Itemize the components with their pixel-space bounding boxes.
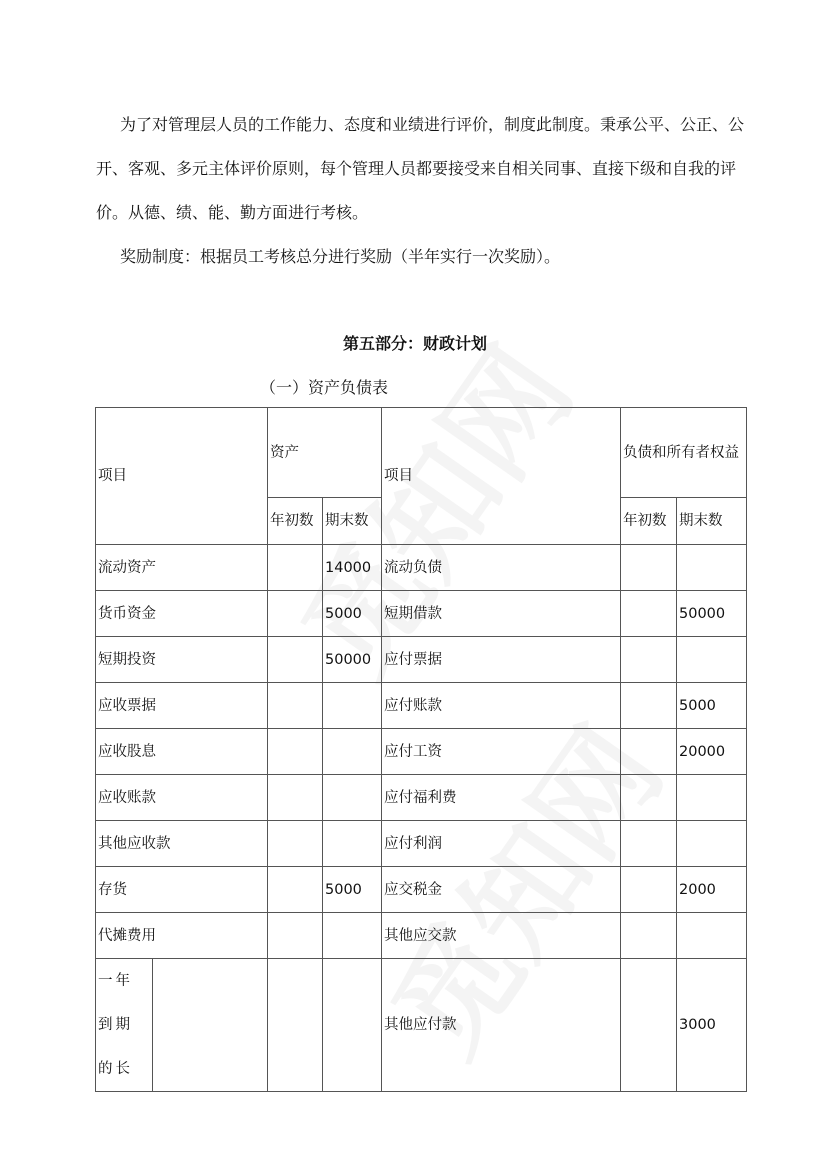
liability-end: 20000 xyxy=(677,729,747,775)
header-assets-begin: 年初数 xyxy=(268,498,323,545)
header-liab-end: 期末数 xyxy=(677,498,747,545)
liability-end xyxy=(677,821,747,867)
asset-begin xyxy=(268,775,323,821)
asset-end: 14000 xyxy=(323,545,382,591)
table-row xyxy=(96,545,747,591)
table-row xyxy=(96,591,747,637)
asset-begin xyxy=(268,683,323,729)
asset-end xyxy=(323,821,382,867)
liability-item: 应付账款 xyxy=(382,683,621,729)
asset-begin xyxy=(268,591,323,637)
table-row xyxy=(96,959,747,1092)
liability-begin xyxy=(621,867,677,913)
asset-item: 短期投资 xyxy=(96,637,268,683)
asset-begin xyxy=(268,729,323,775)
liability-item: 其他应付款 xyxy=(382,959,621,1092)
liability-end xyxy=(677,637,747,683)
empty-cell xyxy=(153,959,268,1092)
liability-item: 流动负债 xyxy=(382,545,621,591)
asset-end: 5000 xyxy=(323,591,382,637)
empty-cell xyxy=(268,959,323,1092)
liability-end: 3000 xyxy=(677,959,747,1092)
asset-begin xyxy=(268,637,323,683)
asset-begin xyxy=(268,867,323,913)
section-title: 第五部分：财政计划 xyxy=(342,334,487,353)
header-assets: 资产 xyxy=(268,408,382,498)
liability-end: 5000 xyxy=(677,683,747,729)
liability-item: 短期借款 xyxy=(382,591,621,637)
liability-item: 应交税金 xyxy=(382,867,621,913)
asset-end xyxy=(323,775,382,821)
liability-begin xyxy=(621,821,677,867)
liability-item: 应付票据 xyxy=(382,637,621,683)
paragraph-evaluation: 为了对管理层人员的工作能力、态度和业绩进行评价，制度此制度。秉承公平、公正、公开、客观、多元主体评价原则，每个管理人员都要接受来自相关同事、直接下级和自我的评价。从德、绩、能、勤方面进行考核。 xyxy=(96,115,745,222)
header-liabilities: 负债和所有者权益 xyxy=(621,408,747,498)
table-row xyxy=(96,637,747,683)
table-row xyxy=(96,775,747,821)
liability-begin xyxy=(621,729,677,775)
asset-item: 代摊费用 xyxy=(96,913,268,959)
balance-sheet-table xyxy=(95,407,747,1092)
liability-begin xyxy=(621,683,677,729)
table-row xyxy=(96,821,747,867)
liability-begin xyxy=(621,913,677,959)
table-title: （一）资产负债表 xyxy=(260,378,389,397)
asset-end xyxy=(323,683,382,729)
table-row xyxy=(96,913,747,959)
header-item-2: 项目 xyxy=(382,408,621,545)
asset-item: 应收票据 xyxy=(96,683,268,729)
liability-end: 2000 xyxy=(677,867,747,913)
header-assets-end: 期末数 xyxy=(323,498,382,545)
liability-end xyxy=(677,913,747,959)
table-row xyxy=(96,867,747,913)
liability-begin xyxy=(621,637,677,683)
asset-begin xyxy=(268,913,323,959)
asset-item: 存货 xyxy=(96,867,268,913)
liability-item: 其他应交款 xyxy=(382,913,621,959)
liability-end xyxy=(677,545,747,591)
liability-begin xyxy=(621,591,677,637)
intro-paragraph xyxy=(96,103,756,279)
header-item: 项目 xyxy=(96,408,268,545)
liability-end: 50000 xyxy=(677,591,747,637)
asset-item: 流动资产 xyxy=(96,545,268,591)
asset-end: 50000 xyxy=(323,637,382,683)
header-liab-begin: 年初数 xyxy=(621,498,677,545)
paragraph-reward: 奖励制度：根据员工考核总分进行奖励（半年实行一次奖励）。 xyxy=(120,247,561,266)
liability-begin xyxy=(621,775,677,821)
asset-item: 应收账款 xyxy=(96,775,268,821)
liability-item: 应付工资 xyxy=(382,729,621,775)
asset-begin xyxy=(268,545,323,591)
liability-item: 应付利润 xyxy=(382,821,621,867)
asset-end xyxy=(323,913,382,959)
empty-cell xyxy=(323,959,382,1092)
asset-item: 应收股息 xyxy=(96,729,268,775)
asset-item: 一年到期的长 xyxy=(96,959,153,1092)
liability-item: 应付福利费 xyxy=(382,775,621,821)
liability-end xyxy=(677,775,747,821)
asset-item: 其他应收款 xyxy=(96,821,268,867)
table-row xyxy=(96,683,747,729)
table-row xyxy=(96,729,747,775)
liability-begin xyxy=(621,545,677,591)
asset-item: 货币资金 xyxy=(96,591,268,637)
asset-end xyxy=(323,729,382,775)
empty-cell xyxy=(621,959,677,1092)
asset-end: 5000 xyxy=(323,867,382,913)
asset-begin xyxy=(268,821,323,867)
